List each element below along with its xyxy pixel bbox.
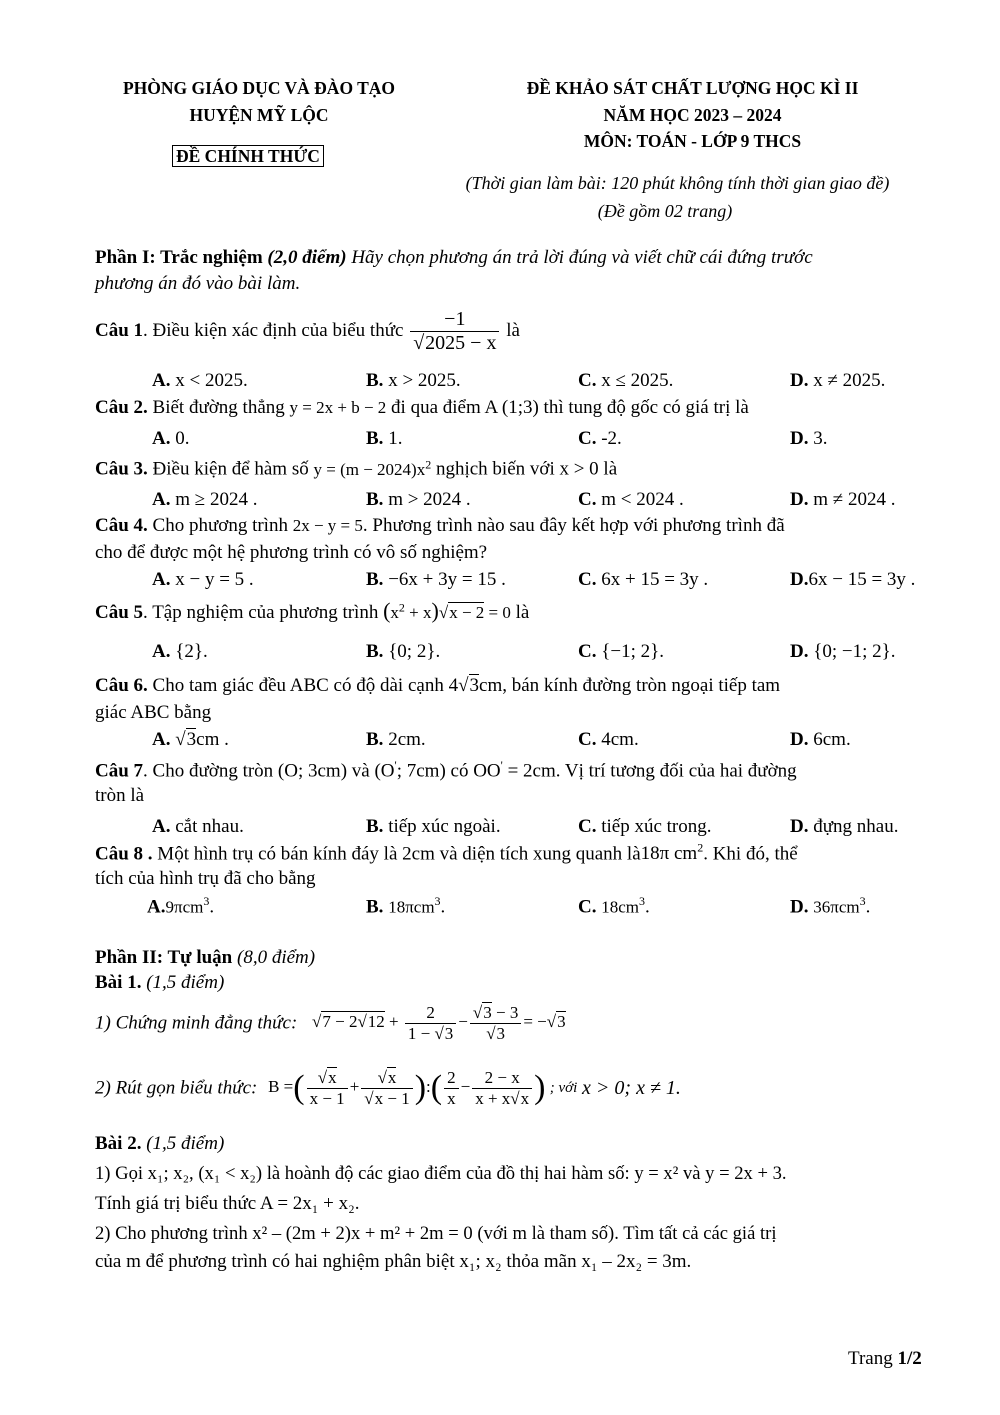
option-text: tiếp xúc trong. — [601, 816, 712, 837]
option-letter: A. — [152, 370, 171, 391]
option-text: 6cm. — [813, 729, 851, 750]
q6-side: 4√3 — [448, 675, 480, 696]
option-letter: A. — [152, 641, 171, 662]
q3-label: Câu 3. — [95, 458, 148, 480]
option-letter: D. — [790, 816, 809, 837]
option-letter: C. — [578, 816, 597, 837]
option-letter: B. — [366, 729, 384, 750]
q8-option-a: A.9πcm$^3$. — [147, 894, 215, 918]
q4-option-b — [366, 569, 506, 591]
option-letter: C. — [578, 370, 597, 391]
q5-eq-plus: + x — [404, 603, 432, 622]
part2-points: (8,0 điểm) — [237, 947, 316, 968]
option-text: x − y = 5 . — [175, 569, 254, 590]
option-text: 2cm. — [388, 729, 426, 750]
option-letter: B. — [366, 569, 384, 590]
bai1-part1 — [95, 1003, 566, 1044]
option-text: 0. — [175, 428, 190, 449]
q3-option-c — [578, 489, 684, 511]
q3-option-a — [152, 489, 257, 511]
q1-option-a — [152, 370, 248, 392]
option-text: −6x + 3y = 15 . — [388, 569, 506, 590]
option-text: x > 2025. — [388, 370, 461, 391]
question-7: Câu 7. Cho đường tròn (O; 3cm) và (O'; 7cm) có OO' = 2cm. Vị trí tương đối của hai đường — [95, 758, 797, 782]
option-text: 6x + 15 = 3y . — [601, 569, 709, 590]
q1-text: . Điều kiện xác định của biểu thức — [143, 319, 404, 341]
page-number: 1/2 — [897, 1348, 922, 1369]
option-letter: B. — [366, 370, 384, 391]
q7-text-b: ; 7cm) có OO — [396, 760, 501, 782]
time-note: (Thời gian làm bài: 120 phút không tính thời gian giao đề) — [465, 173, 890, 193]
school-year: NĂM HỌC 2023 – 2024 — [603, 105, 782, 125]
option-letter: C. — [578, 896, 597, 918]
question-6 — [95, 675, 780, 697]
option-text: {2}. — [175, 641, 208, 662]
option-text: {0; −1; 2}. — [813, 641, 896, 662]
part1-points: (2,0 điểm) — [267, 247, 347, 268]
q1-tail: là — [506, 319, 520, 341]
q1-option-b — [366, 370, 461, 392]
bai1-heading — [95, 972, 224, 994]
option-letter: B. — [366, 489, 384, 510]
q7-option-b — [366, 816, 501, 838]
bai1-points: (1,5 điểm) — [146, 972, 225, 993]
option-letter: D. — [790, 896, 809, 918]
q7-text: . Cho đường tròn (O; 3cm) và (O — [143, 760, 395, 782]
dept-line1: PHÒNG GIÁO DỤC VÀ ĐÀO TẠO — [122, 78, 396, 98]
q6-option-a: A. √3cm . — [152, 729, 229, 750]
q7-label: Câu 7 — [95, 760, 144, 782]
option-text: 4cm. — [601, 729, 639, 750]
option-letter: B. — [366, 896, 384, 918]
q1-num: −1 — [410, 308, 499, 332]
option-text: 3. — [813, 428, 828, 449]
q8-text: Một hình trụ có bán kính đáy là 2cm và diện tích xung quanh là — [157, 843, 641, 865]
q1-fraction — [410, 308, 499, 355]
option-letter: A. — [152, 729, 171, 750]
bai2-line4: của m để phương trình có hai nghiệm phân biệt x₁; x₂ thỏa mãn x₁ – 2x₂ = 3m. — [95, 1251, 692, 1272]
q1-option-d — [790, 370, 885, 392]
q1-den: √2025 − x — [413, 332, 497, 354]
official-label: ĐỀ CHÍNH THỨC — [172, 145, 324, 167]
q5-option-d — [790, 641, 896, 663]
bai2-label: Bài 2. — [95, 1133, 142, 1154]
part1-title: Phần I: Trắc nghiệm — [95, 247, 263, 268]
option-text: m ≠ 2024 . — [813, 489, 896, 510]
option-letter: A. — [147, 896, 166, 918]
page-label: Trang — [848, 1348, 898, 1369]
option-letter: C. — [578, 569, 597, 590]
option-text: {−1; 2}. — [601, 641, 664, 662]
q6-a-root: 3 — [186, 729, 197, 750]
option-text: x ≤ 2025. — [601, 370, 674, 391]
q1-den-radicand: 2025 − x — [425, 332, 497, 354]
bai1-part2-label: 2) Rút gọn biểu thức: — [95, 1077, 258, 1099]
bai1-part1-identity: √7 − 2√12 + $\frac{2}{1 - √3}$ − $\frac{√3 - 3}{√3}$ = −√3 — [312, 1003, 566, 1043]
q8-text-cont: . Khi đó, thể — [703, 843, 798, 865]
q6-label: Câu 6. — [95, 675, 148, 696]
q4-text-line2: cho để được một hệ phương trình có vô số nghiệm? — [95, 542, 488, 563]
option-text: m < 2024 . — [601, 489, 684, 510]
q1-label: Câu 1 — [95, 319, 144, 341]
option-text: m > 2024 . — [388, 489, 471, 510]
q3-option-d — [790, 489, 895, 511]
question-5 — [95, 598, 529, 624]
option-text: x < 2025. — [175, 370, 248, 391]
option-text: cm . — [196, 729, 229, 750]
option-text: m ≥ 2024 . — [175, 489, 258, 510]
q5-equation: $(x^2 + x)√x - 2 = 0$ — [383, 598, 511, 623]
bai1-part2 — [95, 1068, 681, 1109]
q3-equation: $y = (m - 2024)x^2$ — [313, 457, 432, 479]
q4-label: Câu 4. — [95, 515, 148, 536]
q5-eq-x: x — [390, 603, 399, 622]
bai1-part2-cond: ; với — [549, 1080, 578, 1096]
q5-text-cont: là — [515, 602, 530, 623]
q6-option-b — [366, 729, 426, 751]
option-text: 9πcm — [165, 897, 204, 917]
question-8 — [95, 841, 798, 865]
q6-text-cont: cm, bán kính đường tròn ngoại tiếp tam — [479, 675, 781, 696]
q5-option-b — [366, 641, 440, 663]
subject: MÔN: TOÁN - LỚP 9 THCS — [583, 131, 802, 151]
q7-option-d — [790, 816, 898, 838]
q7-text-line2: tròn là — [95, 785, 145, 806]
option-letter: B. — [366, 641, 384, 662]
q4-text: Cho phương trình — [152, 515, 288, 536]
q8-option-b: B. 18πcm$^3$. — [366, 894, 446, 918]
q6-option-d — [790, 729, 851, 751]
q1-option-c — [578, 370, 673, 392]
q4-option-c — [578, 569, 708, 591]
q7-option-c — [578, 816, 712, 838]
option-text: -2. — [601, 428, 622, 449]
q5-option-c — [578, 641, 664, 663]
part2-heading — [95, 947, 315, 969]
question-4 — [95, 515, 785, 537]
option-letter: A. — [152, 816, 171, 837]
q7-option-a — [152, 816, 244, 838]
option-text: 1. — [388, 428, 403, 449]
official-stamp — [172, 146, 324, 167]
bai1-part1-label: 1) Chứng minh đẳng thức: — [95, 1012, 298, 1034]
option-text: đựng nhau. — [813, 816, 899, 837]
option-letter: D. — [790, 428, 809, 449]
option-letter: A. — [152, 428, 171, 449]
option-text: 18πcm — [388, 897, 435, 917]
part2-title: Phần II: Tự luận — [95, 947, 233, 968]
q4-equation: 2x − y = 5 — [292, 516, 363, 535]
q3-eq-body: y = (m − 2024)x — [313, 459, 426, 479]
bai1-part2-expression: B =( $\frac{√x}{x - 1}$ + $\frac{√x}{√x - 1}$ ):( $\frac{2}{x}$ − $\frac{2 - x}{x + x√x}$ ) — [268, 1068, 546, 1108]
option-letter: D. — [790, 729, 809, 750]
bai2-line2: Tính giá trị biểu thức A = 2x₁ + x₂. — [95, 1193, 360, 1214]
q8-label: Câu 8 . — [95, 843, 153, 865]
option-letter: A. — [152, 569, 171, 590]
option-text: cắt nhau. — [175, 816, 244, 837]
option-letter: C. — [578, 489, 597, 510]
q8-area-value: 18π cm — [640, 843, 698, 865]
q2-option-d — [790, 428, 827, 450]
q2-option-b — [366, 428, 402, 450]
option-text: 18cm — [601, 897, 640, 917]
option-letter: D. — [790, 641, 809, 662]
q6-side-root: 3 — [469, 675, 480, 696]
question-1 — [95, 308, 520, 355]
q8-area: 18π $cm^2$ — [640, 841, 704, 865]
part1-heading — [95, 247, 813, 269]
option-letter: D. — [790, 370, 809, 391]
bai2-line3: 2) Cho phương trình x² – (2m + 2)x + m² + 2m = 0 (với m là tham số). Tìm tất cả các giá trị — [95, 1223, 777, 1244]
bai1-label: Bài 1. — [95, 972, 142, 993]
option-letter: C. — [578, 729, 597, 750]
q5-eq-root: x − 2 — [449, 603, 485, 622]
option-letter: D. — [790, 569, 809, 590]
q6-text-line2: giác ABC bằng — [95, 702, 212, 723]
bai2-line1: 1) Gọi x₁; x₂, (x₁ < x₂) là hoành độ các giao điểm của đồ thị hai hàm số: y = x² và y = 2x + 3. — [95, 1163, 787, 1184]
q3-option-b — [366, 489, 471, 511]
q6-option-c — [578, 729, 639, 751]
q6-side-coef: 4 — [448, 675, 459, 696]
q3-text-cont: nghịch biến với x > 0 là — [435, 458, 618, 480]
question-3 — [95, 457, 617, 481]
q2-equation: y = 2x + b − 2 — [289, 398, 387, 417]
q4-option-a — [152, 569, 254, 591]
q4-text-cont: . Phương trình nào sau đây kết hợp với phương trình đã — [362, 515, 785, 536]
option-letter: C. — [578, 641, 597, 662]
bai2-heading — [95, 1133, 224, 1155]
q2-label: Câu 2. — [95, 397, 148, 418]
q5-label: Câu 5 — [95, 602, 144, 623]
dept-line2: HUYỆN MỸ LỘC — [189, 105, 329, 125]
q8-option-d: D. 36πcm$^3$. — [790, 894, 871, 918]
q3-text: Điều kiện để hàm số — [152, 458, 309, 480]
q5-eq-end: = 0 — [484, 603, 511, 622]
option-letter: C. — [578, 428, 597, 449]
q2-text: Biết đường thẳng — [152, 397, 285, 418]
q8-option-c: C. $18cm^3$. — [578, 894, 650, 918]
bai2-points: (1,5 điểm) — [146, 1133, 225, 1154]
option-letter: D. — [790, 489, 809, 510]
bai1-part2-cond-math: x > 0; x ≠ 1. — [582, 1077, 681, 1099]
part1-instruction: Hãy chọn phương án trả lời đúng và viết chữ cái đứng trước — [351, 247, 813, 268]
option-text: tiếp xúc ngoài. — [388, 816, 501, 837]
option-letter: B. — [366, 428, 384, 449]
q5-text: . Tập nghiệm của phương trình — [143, 602, 379, 623]
q5-option-a — [152, 641, 208, 663]
q2-text-cont: đi qua điểm A (1;3) thì tung độ gốc có giá trị là — [391, 397, 749, 418]
exam-title: ĐỀ KHẢO SÁT CHẤT LƯỢNG HỌC KÌ II — [526, 78, 859, 98]
option-letter: B. — [366, 816, 384, 837]
q7-text-c: = 2cm. Vị trí tương đối của hai đường — [502, 760, 797, 782]
option-text: {0; 2}. — [388, 641, 441, 662]
part1-instruction-cont: phương án đó vào bài làm. — [95, 273, 301, 294]
q8-text-line2: tích của hình trụ đã cho bằng — [95, 868, 316, 889]
q2-option-a — [152, 428, 189, 450]
pages-note: (Đề gồm 02 trang) — [597, 201, 733, 221]
q4-option-d — [790, 569, 915, 591]
option-text: x ≠ 2025. — [813, 370, 886, 391]
option-letter: A. — [152, 489, 171, 510]
option-text: 36πcm — [813, 897, 860, 917]
question-2 — [95, 397, 749, 419]
q6-text: Cho tam giác đều ABC có độ dài cạnh — [152, 675, 444, 696]
q2-option-c — [578, 428, 622, 450]
page-footer — [848, 1348, 922, 1370]
option-text: 6x − 15 = 3y . — [808, 569, 916, 590]
